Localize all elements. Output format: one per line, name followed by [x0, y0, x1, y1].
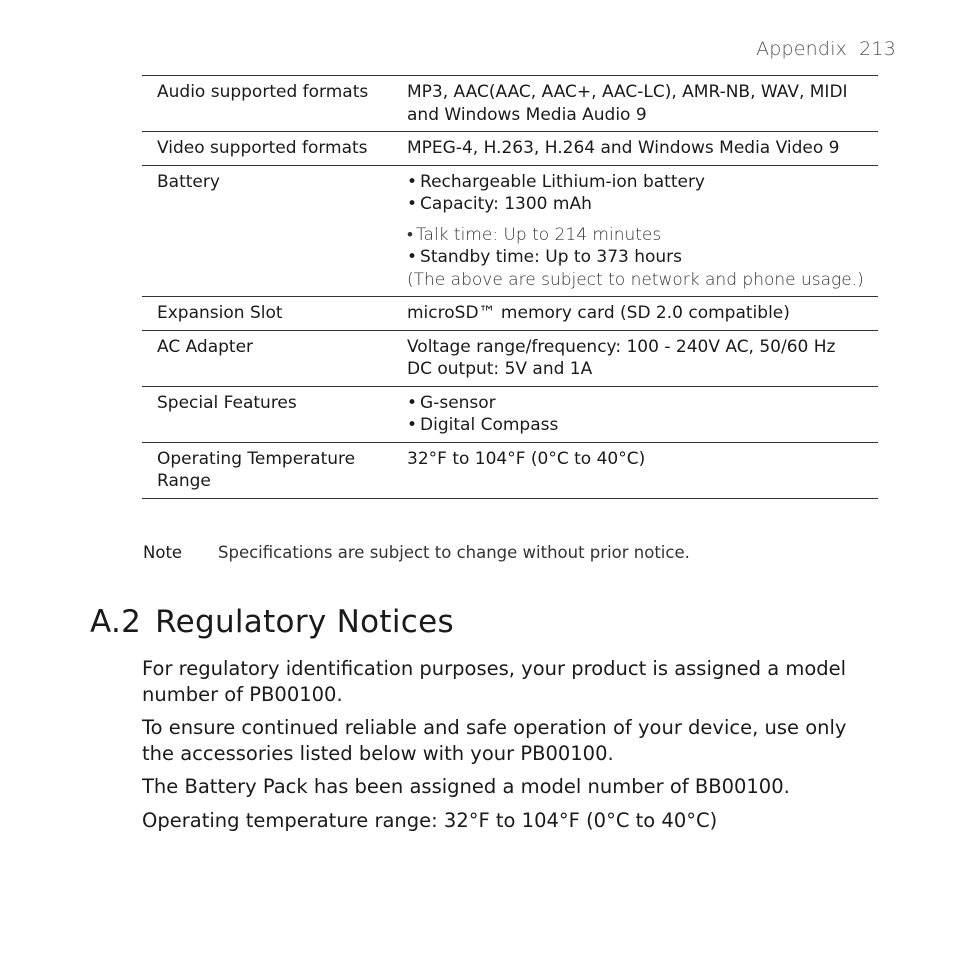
table-row: [142, 132, 878, 166]
bullet-item: • Standby time: Up to 373 hours: [407, 246, 868, 269]
spec-label: Battery: [142, 165, 407, 297]
bullet-item: • Capacity: 1300 mAh: [407, 193, 868, 216]
paragraph: For regulatory identification purposes, your product is assigned a model number of PB00100.: [142, 657, 847, 706]
section-title: Regulatory Notices: [155, 604, 454, 640]
bullet-item: • G-sensor: [407, 392, 868, 415]
running-header: [756, 38, 896, 60]
spec-line: Voltage range/frequency: 100 - 240V AC, 50/60 Hz: [407, 336, 836, 357]
spec-line: DC output: 5V and 1A: [407, 359, 593, 379]
paragraph: The Battery Pack has been assigned a model number of BB00100.: [142, 775, 790, 798]
battery-footnote: (The above are subject to network and phone usage.): [407, 269, 864, 290]
spec-label: Operating Temperature Range: [142, 442, 407, 498]
header-section: Appendix: [756, 38, 848, 60]
section-body: [142, 656, 862, 841]
table-row: [142, 165, 878, 297]
bullet-item: • Rechargeable Lithium-ion battery: [407, 171, 868, 194]
spec-value: MPEG-4, H.263, H.264 and Windows Media Video 9: [407, 132, 878, 166]
spec-label: Special Features: [142, 386, 407, 442]
spec-label: Audio supported formats: [142, 76, 407, 132]
table-row: [142, 76, 878, 132]
spec-value: [407, 330, 878, 386]
spec-value: MP3, AAC(AAC, AAC+, AAC-LC), AMR-NB, WAV, MIDI and Windows Media Audio 9: [407, 76, 878, 132]
section-heading: [90, 604, 454, 640]
note-text: Specifications are subject to change without prior notice.: [218, 543, 690, 562]
spec-label: AC Adapter: [142, 330, 407, 386]
specifications-table: [142, 75, 878, 499]
bullet-item: • Talk time: Up to 214 minutes: [407, 224, 868, 247]
page-number: 213: [859, 38, 896, 60]
note: [143, 543, 690, 562]
spec-value: [407, 386, 878, 442]
paragraph: To ensure continued reliable and safe operation of your device, use only the accessories listed below with your PB00100.: [142, 716, 847, 765]
section-number: A.2: [90, 604, 142, 640]
spec-label: Expansion Slot: [142, 297, 407, 331]
spec-value: microSD™ memory card (SD 2.0 compatible): [407, 297, 878, 331]
spec-value: 32°F to 104°F (0°C to 40°C): [407, 442, 878, 498]
paragraph: Operating temperature range: 32°F to 104°F (0°C to 40°C): [142, 808, 718, 832]
table-row: [142, 330, 878, 386]
table-row: [142, 442, 878, 498]
spec-label: Video supported formats: [142, 132, 407, 166]
table-row: [142, 297, 878, 331]
table-row: [142, 386, 878, 442]
bullet-item: • Digital Compass: [407, 414, 868, 437]
note-label: Note: [143, 543, 183, 562]
spec-value: [407, 165, 878, 297]
